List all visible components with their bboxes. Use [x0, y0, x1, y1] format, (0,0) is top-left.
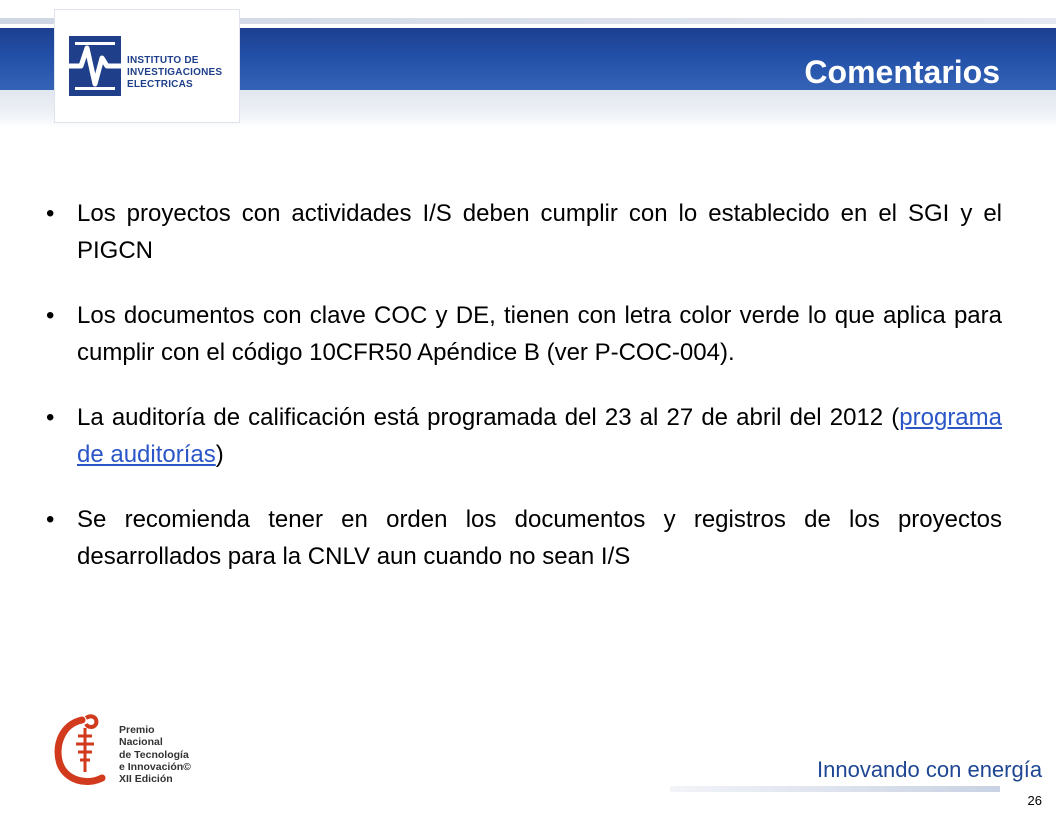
iie-logo-text — [127, 55, 237, 91]
bullet-text: Los proyectos con actividades I/S deben cumplir con lo establecido en el SGI y el PIGCN — [77, 200, 1002, 264]
iie-logo-icon — [69, 36, 121, 96]
bullet-text: Se recomienda tener en orden los documentos y registros de los proyectos desarrollados para la CNLV aun cuando no sean I/S — [77, 506, 1002, 570]
page-number: 26 — [1027, 793, 1042, 808]
award-line: de Tecnología — [119, 748, 189, 761]
logo-line-1: INSTITUTO DE — [127, 55, 199, 66]
award-line: Premio — [119, 724, 155, 736]
bullet-list — [46, 195, 1002, 603]
bullet-item — [46, 195, 1002, 269]
slide-title: Comentarios — [804, 54, 1000, 90]
bullet-text: Los documentos con clave COC y DE, tienen con letra color verde lo que aplica para cumplir con el código 10CFR50 Apéndice B (ver P-COC-004). — [77, 302, 1002, 366]
bullet-item — [46, 399, 1002, 473]
logo-line-3: ELECTRICAS — [127, 79, 193, 90]
bullet-glyph: • — [46, 506, 55, 533]
bullet-glyph: • — [46, 302, 55, 329]
bullet-text-before: La auditoría de calificación está programada del 23 al 27 de abril del 2012 ( — [77, 404, 900, 431]
bullet-item — [46, 297, 1002, 371]
award-text — [119, 724, 191, 785]
bullet-glyph: • — [46, 200, 55, 227]
footer-line — [670, 786, 1000, 792]
award-line: e Innovación© — [119, 760, 191, 773]
award-logo-icon — [52, 712, 116, 788]
slogan: Innovando con energía — [817, 757, 1043, 782]
logo-line-2: INVESTIGACIONES — [127, 67, 223, 78]
bullet-glyph: • — [46, 404, 55, 431]
iie-logo — [55, 10, 239, 122]
bullet-text-after: ) — [215, 441, 224, 468]
award-line: Nacional — [119, 736, 163, 749]
award-line: XII Edición — [119, 773, 173, 786]
bullet-item — [46, 501, 1002, 575]
audit-program-link[interactable]: programa de auditorías — [77, 404, 1002, 468]
